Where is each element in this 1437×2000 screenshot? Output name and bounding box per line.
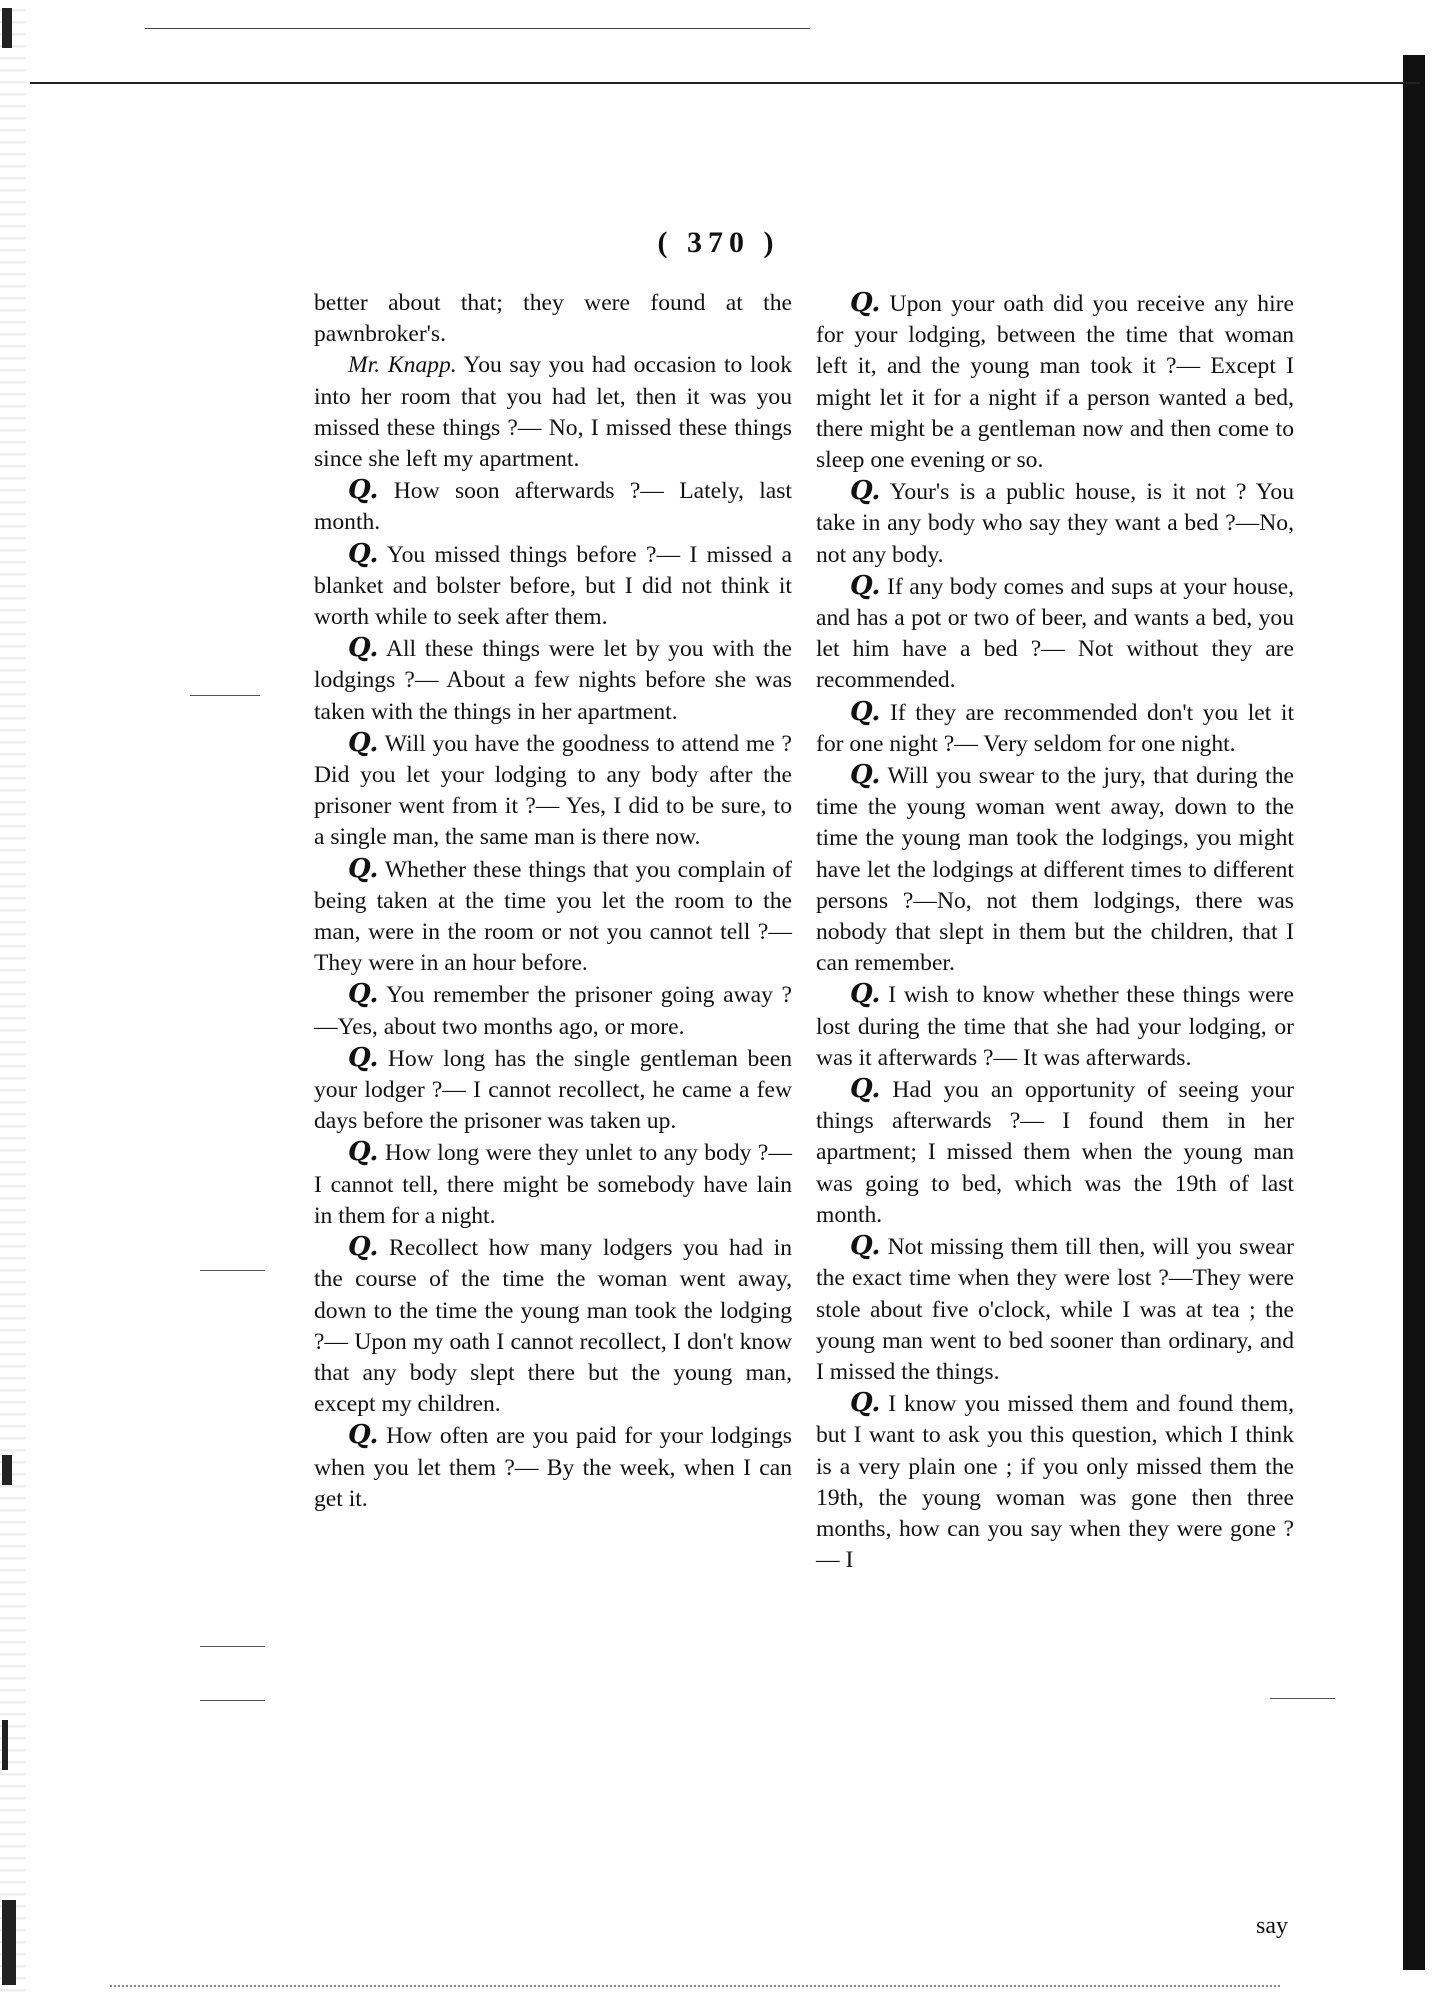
paragraph-text: If they are recommended don't you let it for one night ?— Very seldom for one night. <box>816 699 1295 757</box>
scan-edge-left <box>0 0 26 2000</box>
paragraph <box>314 854 792 980</box>
paragraph-text: How long were they unlet to any body ?— I cannot tell, there might be somebody have lain in them for a night. <box>314 1140 792 1229</box>
paragraph <box>816 1388 1294 1576</box>
speaker-name: Mr. Knapp. <box>348 352 457 379</box>
top-rule-2 <box>30 82 1420 84</box>
question-marker: Q. <box>850 288 881 318</box>
paragraph <box>314 350 792 475</box>
left-column <box>314 288 792 1515</box>
scan-edge-right <box>1403 55 1425 1970</box>
paragraph-text: How soon afterwards ?— Lately, last month. <box>314 478 792 536</box>
paragraph-text: Whether these things that you complain of being taken at the time you let the room to the man, were in the room or not you cannot tell ?— They were in an hour before. <box>314 856 792 977</box>
paragraph-text: If any body comes and sups at your house, and has a pot or two of beer, and wants a bed, you let him have a bed ?— Not without they are recommended. <box>816 573 1295 694</box>
bottom-dotted-edge <box>110 1985 1280 1987</box>
margin-rule <box>200 1700 265 1701</box>
question-marker: Q. <box>850 979 881 1010</box>
margin-rule <box>1270 1698 1335 1699</box>
margin-rule <box>190 695 260 696</box>
question-marker: Q. <box>850 1231 881 1262</box>
paragraph <box>816 979 1294 1074</box>
paragraph <box>816 476 1294 571</box>
question-marker: Q. <box>348 633 379 664</box>
paragraph-text: Will you have the goodness to attend me ? Did you let your lodging to any body after the prisoner went from it ?— Yes, I did to be sure, to a single man, the same man is there now. <box>314 730 792 851</box>
catchword: say <box>1256 1913 1288 1939</box>
scan-mark <box>2 1455 12 1485</box>
page-number: ( 370 ) <box>657 226 780 259</box>
paragraph-text: Not missing them till then, will you swear the exact time when they were lost ?—They were stole about five o'clock, while I was at tea ; the young man went to bed sooner than ordinary, and I missed the things. <box>816 1234 1294 1385</box>
question-marker: Q. <box>348 1137 379 1168</box>
paragraph-text: You missed things before ?— I missed a blanket and bolster before, but I did not think it worth while to seek after them. <box>314 541 793 631</box>
paragraph <box>314 633 792 728</box>
question-marker: Q. <box>850 760 881 791</box>
question-marker: Q. <box>348 727 379 758</box>
paragraph-text: Recollect how many lodgers you had in the course of the time the woman went away, down to the time the young man took the lodging ?— Upon my oath I cannot recollect, I don't know that any body slept there but the young man, except my children. <box>314 1235 793 1418</box>
paragraph <box>314 539 792 634</box>
paragraph <box>314 728 792 854</box>
paragraph <box>314 1420 792 1515</box>
paragraph-text: I know you missed them and found them, but I want to ask you this question, which I think is a very plain one ; if you only missed them the 19th, the young woman was gone then three months, how can you say when they were gone ?— I <box>816 1391 1294 1574</box>
paragraph-text: Your's is a public house, is it not ? You take in any body who say they want a bed ?—No, not any body. <box>816 479 1294 568</box>
question-marker: Q. <box>348 475 379 506</box>
paragraph-text: How often are you paid for your lodgings when you let them ?— By the week, when I can get it. <box>314 1423 792 1512</box>
question-marker: Q. <box>850 476 881 507</box>
paragraph-text: You remember the prisoner going away ?—Yes, about two months ago, or more. <box>314 982 792 1040</box>
paragraph-text: All these things were let by you with the lodgings ?— About a few nights before she was taken with the things in her apartment. <box>314 636 792 725</box>
paragraph-text: better about that; they were found at the pawnbroker's. <box>314 290 792 348</box>
scan-mark <box>2 8 12 48</box>
question-marker: Q. <box>348 1042 379 1073</box>
right-column <box>816 288 1294 1576</box>
paragraph <box>816 1074 1294 1231</box>
paragraph <box>816 571 1294 697</box>
question-marker: Q. <box>348 979 379 1010</box>
question-marker: Q. <box>348 853 379 884</box>
paragraph-text: Upon your oath did you receive any hire for your lodging, between the time that woman left it, and the young man took it ?— Except I might let it for a night if a person wanted a bed, there might be a gentleman now and then come to sleep one evening or so. <box>816 291 1294 474</box>
paragraph <box>314 1137 792 1232</box>
paragraph-text: Will you swear to the jury, that during the time the young woman went away, down to the time the young man took the lodgings, you might have let the lodgings at different times to different persons ?—No, not them lodgings, there was nobody that slept in them but the children, that I can remember. <box>816 763 1294 977</box>
question-marker: Q. <box>850 1074 881 1105</box>
paragraph-text: I wish to know whether these things were lost during the time that she had your lodging, or was it afterwards ?— It was afterwards. <box>816 982 1294 1071</box>
question-marker: Q. <box>850 1388 881 1419</box>
paragraph <box>816 288 1294 476</box>
top-rule <box>145 28 810 29</box>
question-marker: Q. <box>850 570 881 601</box>
margin-rule <box>200 1646 265 1647</box>
paragraph-text: How long has the single gentleman been your lodger ?— I cannot recollect, he came a few days before the prisoner was taken up. <box>314 1045 792 1135</box>
paragraph <box>314 1043 792 1138</box>
question-marker: Q. <box>348 1232 379 1263</box>
question-marker: Q. <box>850 696 881 727</box>
paragraph <box>816 1231 1294 1388</box>
question-marker: Q. <box>348 1420 379 1451</box>
paragraph <box>816 697 1294 760</box>
paragraph <box>314 288 792 350</box>
paragraph <box>314 979 792 1042</box>
scan-mark <box>2 1720 8 1770</box>
paragraph-text: You say you had occasion to look into her room that you had let, then it was you missed these things ?— No, I missed these things since she left my apartment. <box>314 352 792 473</box>
margin-rule <box>200 1270 265 1271</box>
paragraph <box>816 760 1294 979</box>
paragraph <box>314 475 792 538</box>
paragraph-text: Had you an opportunity of seeing your things afterwards ?— I found them in her apartment; I missed them when the young man was going to bed, which was the 19th of last month. <box>816 1077 1294 1228</box>
paragraph <box>314 1232 792 1420</box>
scan-mark <box>2 1900 16 1985</box>
question-marker: Q. <box>348 538 379 569</box>
